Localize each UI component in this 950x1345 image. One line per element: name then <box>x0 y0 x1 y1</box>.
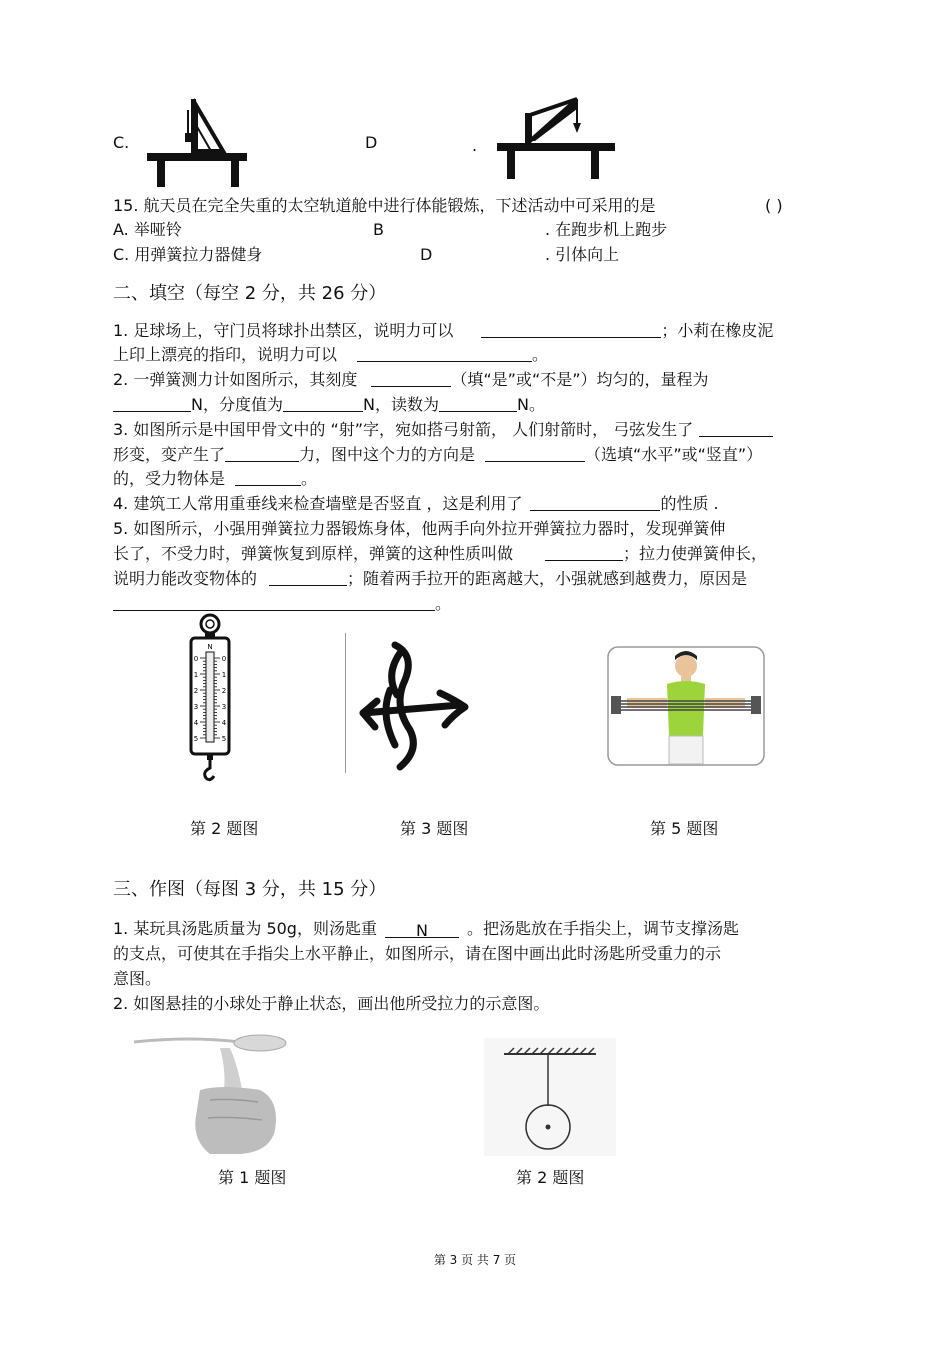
crane-figure-c <box>145 95 250 190</box>
scale-tick-label: 2 <box>193 687 199 695</box>
scale-tick-label: 5 <box>221 735 227 743</box>
caption-fig3: 第 3 题图 <box>400 819 469 838</box>
caption-s3-fig1: 第 1 题图 <box>218 1168 287 1187</box>
s2-q5-line3: 说明力能改变物体的 ；随着两手拉开的距离越大，小强就感到越费力，原因是 <box>113 569 748 588</box>
q15-option-a: A. 举哑铃 <box>113 220 182 239</box>
s2-q2-line1: 2. 一弹簧测力计如图所示，其刻度 （填“是”或“不是”）均匀的，量程为 <box>113 370 709 389</box>
s2-q3-line1: 3. 如图所示是中国甲骨文中的 “射”字，宛如搭弓射箭， 人们射箭时， 弓弦发生了 <box>113 420 773 440</box>
crane-figure-d <box>495 95 620 190</box>
scale-tick-label: 3 <box>193 703 199 711</box>
scale-tick-label: 5 <box>193 735 199 743</box>
s3-q2-line: 2. 如图悬挂的小球处于静止状态，画出他所受拉力的示意图。 <box>113 994 550 1013</box>
option-d-label: D <box>365 133 378 152</box>
scale-unit-label: N <box>207 643 213 651</box>
scale-tick-label: 3 <box>221 703 227 711</box>
option-c-label: C. <box>113 133 130 152</box>
q15-stem: 15. 航天员在完全失重的太空轨道舱中进行体能锻炼，下述活动中可采用的是 <box>113 196 656 215</box>
caption-s3-fig2: 第 2 题图 <box>516 1168 585 1187</box>
q15-option-b-text: . 在跑步机上跑步 <box>545 220 668 239</box>
caption-fig5: 第 5 题图 <box>650 819 719 838</box>
section2-title: 二、填空（每空 2 分，共 26 分） <box>113 283 387 304</box>
s3-q1-line2: 的支点，可使其在手指尖上水平静止，如图所示，请在图中画出此时汤匙所受重力的示 <box>113 944 722 963</box>
scale-tick-label: 4 <box>221 719 227 727</box>
s2-q3-line3: 的，受力物体是 。 <box>113 469 318 488</box>
s2-q5-line4: 。 <box>113 594 451 614</box>
spoon-on-finger-figure <box>130 1030 295 1155</box>
scale-tick-label: 0 <box>221 655 227 663</box>
s2-q1-line1: 1. 足球场上，守门员将球扑出禁区，说明力可以 ；小莉在橡皮泥 <box>113 321 774 340</box>
q15-option-d-label: D <box>420 245 433 264</box>
oracle-bone-she-figure <box>355 635 475 775</box>
q15-option-b-label: B <box>373 220 384 239</box>
figure-divider <box>345 633 346 773</box>
caption-fig2: 第 2 题图 <box>190 819 259 838</box>
q15-option-c: C. 用弹簧拉力器健身 <box>113 245 263 264</box>
hanging-ball-figure <box>484 1038 616 1156</box>
s2-q5-line2: 长了，不受力时，弹簧恢复到原样，弹簧的这种性质叫做 ；拉力使弹簧伸长， <box>113 544 768 563</box>
section3-title: 三、作图（每图 3 分，共 15 分） <box>113 879 387 900</box>
scale-tick-label: 4 <box>193 719 199 727</box>
scale-tick-label: 1 <box>221 671 227 679</box>
s2-q3-line2: 形变，变产生了 力，图中这个力的方向是 （选填“水平”或“竖直”） <box>113 445 763 464</box>
option-d-dot: . <box>472 136 478 155</box>
scale-tick-label: 2 <box>221 687 227 695</box>
scale-tick-label: 1 <box>193 671 199 679</box>
s3-q1-line1: 1. 某玩具汤匙质量为 50g，则汤匙重 N 。把汤匙放在手指尖上，调节支撑汤匙 <box>113 919 739 940</box>
s2-q4-line: 4. 建筑工人常用重垂线来检查墙壁是否竖直 ，这是利用了 的性质 . <box>113 494 719 513</box>
page-footer: 第 3 页 共 7 页 <box>433 1253 517 1267</box>
s2-q1-line2: 上印上漂亮的指印，说明力可以 。 <box>113 345 549 364</box>
q15-answer-paren: ( ) <box>765 196 783 215</box>
spring-exerciser-figure <box>607 646 765 766</box>
s3-q1-line3: 意图。 <box>113 969 162 988</box>
s2-q5-line1: 5. 如图所示，小强用弹簧拉力器锻炼身体，他两手向外拉开弹簧拉力器时，发现弹簧伸 <box>113 519 726 538</box>
s2-q2-line2: N，分度值为 N，读数为 N。 <box>113 395 545 415</box>
q15-option-d-text: . 引体向上 <box>545 245 620 264</box>
spring-scale-figure <box>180 612 240 792</box>
scale-tick-label: 0 <box>193 655 199 663</box>
